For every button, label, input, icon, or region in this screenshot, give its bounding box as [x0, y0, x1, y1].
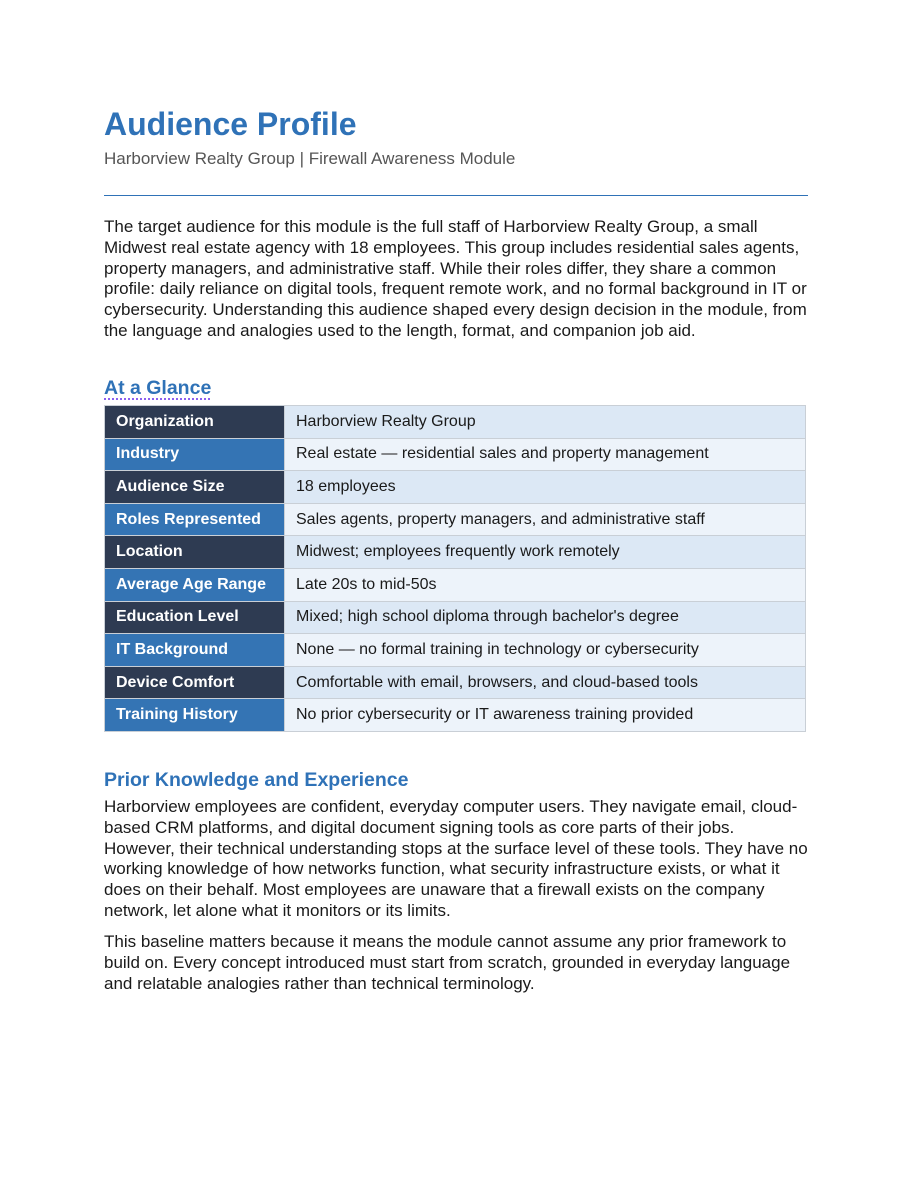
row-label: IT Background	[105, 634, 285, 667]
table-row	[105, 601, 806, 634]
page-subtitle: Harborview Realty Group | Firewall Awareness Module	[104, 149, 516, 168]
prior-knowledge-heading: Prior Knowledge and Experience	[104, 769, 409, 791]
row-value: Midwest; employees frequently work remotely	[285, 536, 806, 569]
row-value: Real estate — residential sales and property management	[285, 438, 806, 471]
row-value: Harborview Realty Group	[285, 406, 806, 439]
row-label: Device Comfort	[105, 666, 285, 699]
row-value: No prior cybersecurity or IT awareness training provided	[285, 699, 806, 732]
table-row	[105, 634, 806, 667]
table-row	[105, 568, 806, 601]
row-value: Late 20s to mid-50s	[285, 568, 806, 601]
table-row	[105, 438, 806, 471]
at-a-glance-table	[104, 405, 806, 732]
row-label: Organization	[105, 406, 285, 439]
table-row	[105, 699, 806, 732]
table-row	[105, 503, 806, 536]
row-value: Sales agents, property managers, and administrative staff	[285, 503, 806, 536]
row-value: 18 employees	[285, 471, 806, 504]
table-row	[105, 666, 806, 699]
row-value: Comfortable with email, browsers, and cloud-based tools	[285, 666, 806, 699]
prior-knowledge-paragraph-1: Harborview employees are confident, everyday computer users. They navigate email, cloud-based CRM platforms, and digital document signing tools as core parts of their jobs. However, their technical understanding stops at the surface level of these tools. They have no working knowledge of how networks function, what security infrastructure exists, or what it does on their behalf. Most employees are unaware that a firewall exists on the company network, let alone what it monitors or its limits.	[104, 797, 808, 920]
row-value: Mixed; high school diploma through bachelor's degree	[285, 601, 806, 634]
divider	[104, 195, 808, 196]
row-label: Education Level	[105, 601, 285, 634]
at-a-glance-heading: At a Glance	[104, 377, 212, 399]
table-row	[105, 536, 806, 569]
row-label: Training History	[105, 699, 285, 732]
row-label: Location	[105, 536, 285, 569]
table-row	[105, 471, 806, 504]
intro-paragraph: The target audience for this module is the full staff of Harborview Realty Group, a small Midwest real estate agency with 18 employees. This group includes residential sales agents, property managers, and administrative staff. While their roles differ, they share a common profile: daily reliance on digital tools, frequent remote work, and no formal background in IT or cybersecurity. Understanding this audience shaped every design decision in the module, from the language and analogies used to the length, format, and companion job aid.	[104, 217, 807, 340]
row-label: Audience Size	[105, 471, 285, 504]
row-value: None — no formal training in technology or cybersecurity	[285, 634, 806, 667]
row-label: Average Age Range	[105, 568, 285, 601]
prior-knowledge-paragraph-2: This baseline matters because it means the module cannot assume any prior framework to build on. Every concept introduced must start from scratch, grounded in everyday language and relatable analogies rather than technical terminology.	[104, 932, 791, 993]
table-row	[105, 406, 806, 439]
row-label: Roles Represented	[105, 503, 285, 536]
page-title: Audience Profile	[104, 106, 357, 142]
row-label: Industry	[105, 438, 285, 471]
